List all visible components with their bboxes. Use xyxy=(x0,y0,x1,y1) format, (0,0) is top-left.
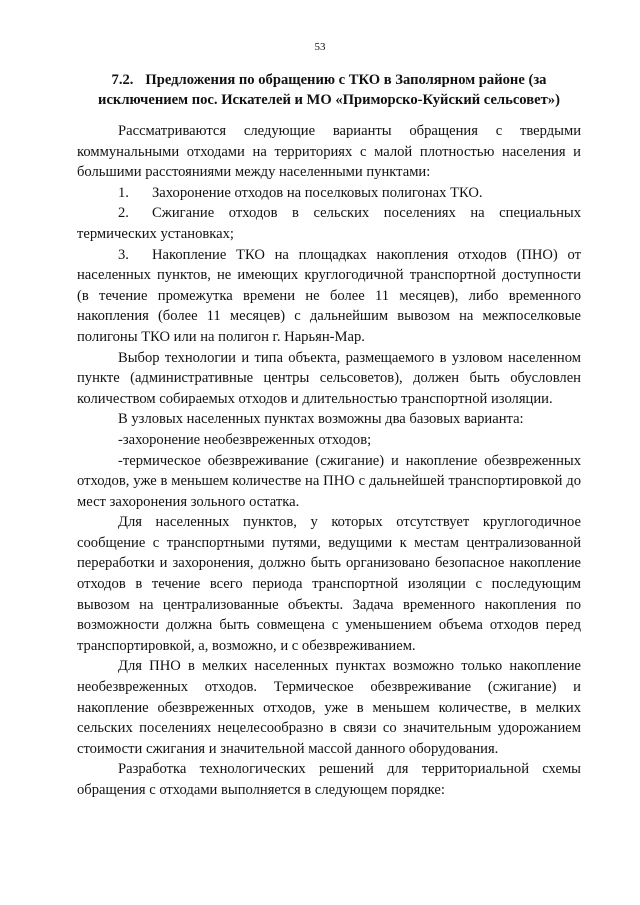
paragraph-choice: Выбор технологии и типа объекта, размещаемого в узловом населенном пункте (административные центры сельсоветов), должен быть обусловлен количеством собираемых отходов и длительностью транспортной изоляции. xyxy=(77,349,581,407)
paragraph-small-pno: Для ПНО в мелких населенных пунктах возможно только накопление необезвреженных отходов. Термическое обезвреживание (сжигание) и накопление обезвреженных отходов, уже в меньшем количестве, в мелких сельских поселениях нецелесообразно в связи со значительным удорожанием стоимости сжигания и значительной массой данного оборудования. xyxy=(77,658,581,757)
page-content xyxy=(77,70,581,801)
dash-item-2: -термическое обезвреживание (сжигание) и накопление обезвреженных отходов, уже в меньшем количестве на ПНО с дальнейшей транспортировкой до мест захоронения зольного остатка. xyxy=(77,452,581,510)
list-item-1 xyxy=(77,183,581,204)
paragraph-no-road: Для населенных пунктов, у которых отсутствует круглогодичное сообщение с транспортными путями, ведущими к местам централизованной переработки и захоронения, должно быть организовано безопасное накопление отходов в течение всего периода транспортной изоляции с последующим вывозом на централизованные объекты. Задача временного накопления по возможности должна быть совмещена с уменьшением объема отходов перед транспортировкой, а, возможно, и с обезвреживанием. xyxy=(77,514,581,654)
list-item-1-text: Захоронение отходов на поселковых полигонах ТКО. xyxy=(152,184,483,201)
section-title: Предложения по обращению с ТКО в Заполярном районе (за исключением пос. Искателей и МО «Приморско-Куйский сельсовет») xyxy=(98,72,560,108)
dash-item-1: -захоронение необезвреженных отходов; xyxy=(118,431,372,448)
section-heading xyxy=(77,70,581,110)
section-number: 7.2. xyxy=(111,72,134,88)
list-item-1-number: 1. xyxy=(118,184,129,201)
list-item-3 xyxy=(77,245,581,348)
paragraph-development: Разработка технологических решений для территориальной схемы обращения с отходами выполняется в следующем порядке: xyxy=(77,761,581,798)
list-item-3-number: 3. xyxy=(118,246,129,263)
list-item-3-text: Накопление ТКО на площадках накопления отходов (ПНО) от населенных пунктов, не имеющих круглогодичной транспортной доступности (в течение промежутка времени не более 11 месяцев), либо временного накопления (более 11 месяцев) с дальнейшим вывозом на межпоселковые полигоны ТКО или на полигон г. Нарьян-Мар. xyxy=(77,246,581,345)
paragraph-intro: Рассматриваются следующие варианты обращения с твердыми коммунальными отходами на территориях с малой плотностью населения и большими расстояниями между населенными пунктами: xyxy=(77,123,581,181)
list-item-2-text: Сжигание отходов в сельских поселениях на специальных термических установках; xyxy=(77,205,581,242)
list-item-2 xyxy=(77,203,581,244)
paragraph-nodal: В узловых населенных пунктах возможны два базовых варианта: xyxy=(118,411,524,428)
page-number: 53 xyxy=(314,41,326,53)
list-item-2-number: 2. xyxy=(118,205,129,222)
